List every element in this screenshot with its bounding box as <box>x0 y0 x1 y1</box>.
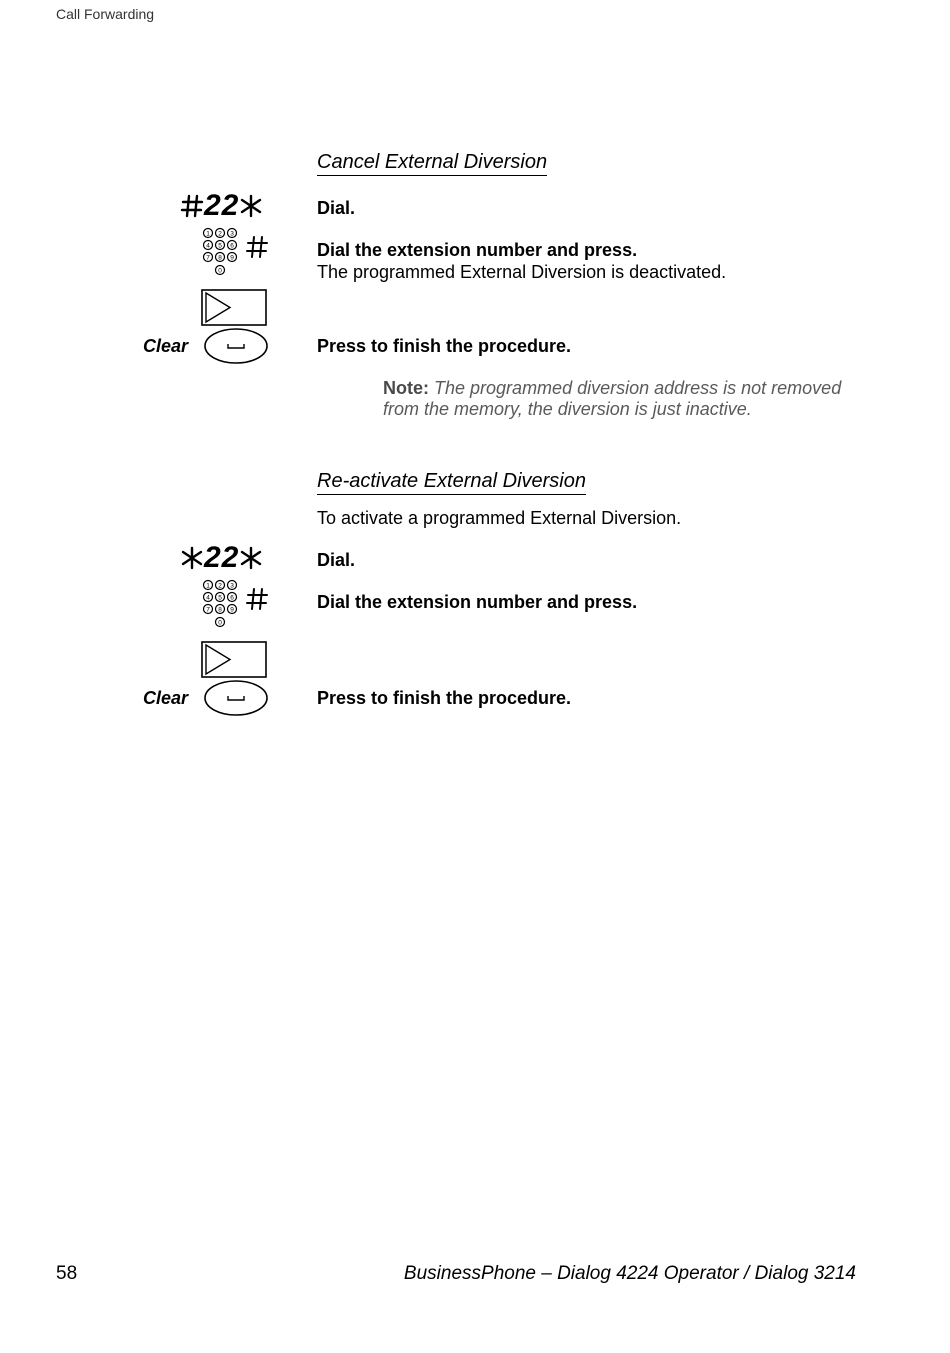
keypad-digit: 7 <box>206 606 210 614</box>
keypad-digit: 8 <box>218 606 222 614</box>
step-finish: Press to finish the procedure. <box>317 688 572 708</box>
running-header: Call Forwarding <box>56 6 155 22</box>
section-title-reactivate: Re-activate External Diversion <box>317 470 586 495</box>
display-arrow-icon <box>201 641 267 684</box>
keypad-digit: 0 <box>218 619 222 627</box>
step-finish: Press to finish the procedure. <box>317 336 572 356</box>
keypad-icon[interactable] <box>201 579 241 636</box>
step-dial-extension: Dial the extension number and press. <box>317 592 638 612</box>
keypad-digit: 3 <box>230 582 234 590</box>
keypad-digit: 6 <box>230 594 234 602</box>
note-text: The programmed diversion address is not removed from the memory, the diversion is just inactive. <box>383 378 842 419</box>
section-title-cancel: Cancel External Diversion <box>317 151 547 176</box>
keypad-digit: 1 <box>206 230 210 238</box>
section-intro: To activate a programmed External Diversion. <box>317 508 682 528</box>
star-icon <box>239 546 263 570</box>
keypad-digit: 4 <box>206 594 210 602</box>
keypad-digit: 9 <box>230 606 234 614</box>
dial-code-cancel <box>180 189 263 223</box>
keypad-icon[interactable] <box>201 227 241 284</box>
step-dial: Dial. <box>317 198 356 218</box>
keypad-digit: 5 <box>218 594 222 602</box>
step-dial: Dial. <box>317 550 356 570</box>
step-result: The programmed External Diversion is deactivated. <box>317 262 727 282</box>
keypad-digit: 2 <box>218 230 222 238</box>
keypad-digit: 9 <box>230 254 234 262</box>
clear-key-label: Clear <box>143 336 189 356</box>
clear-key-label: Clear <box>143 688 189 708</box>
clear-key-button[interactable] <box>203 679 269 722</box>
keypad-digit: 8 <box>218 254 222 262</box>
footer-doc-title: BusinessPhone – Dialog 4224 Operator / Dialog 3214 <box>403 1263 856 1284</box>
keypad-digit: 2 <box>218 582 222 590</box>
keypad-digit: 6 <box>230 242 234 250</box>
display-arrow-icon <box>201 289 267 332</box>
dial-code-reactivate <box>180 541 263 575</box>
star-icon <box>239 194 263 218</box>
page-number: 58 <box>56 1263 78 1284</box>
keypad-digit: 1 <box>206 582 210 590</box>
step-dial-extension: Dial the extension number and press. <box>317 240 638 260</box>
keypad-digit: 5 <box>218 242 222 250</box>
code-digits: 22 <box>204 189 240 222</box>
keypad-digit: 4 <box>206 242 210 250</box>
keypad-digit: 0 <box>218 267 222 275</box>
keypad-digit: 3 <box>230 230 234 238</box>
keypad-digit: 7 <box>206 254 210 262</box>
clear-key-button[interactable] <box>203 327 269 370</box>
star-icon <box>180 546 204 570</box>
hash-key-icon[interactable] <box>245 235 269 259</box>
note-label: Note: <box>383 378 429 398</box>
hash-key-icon[interactable] <box>245 587 269 611</box>
code-digits: 22 <box>204 541 240 574</box>
hash-icon <box>180 194 204 218</box>
note <box>383 378 873 420</box>
